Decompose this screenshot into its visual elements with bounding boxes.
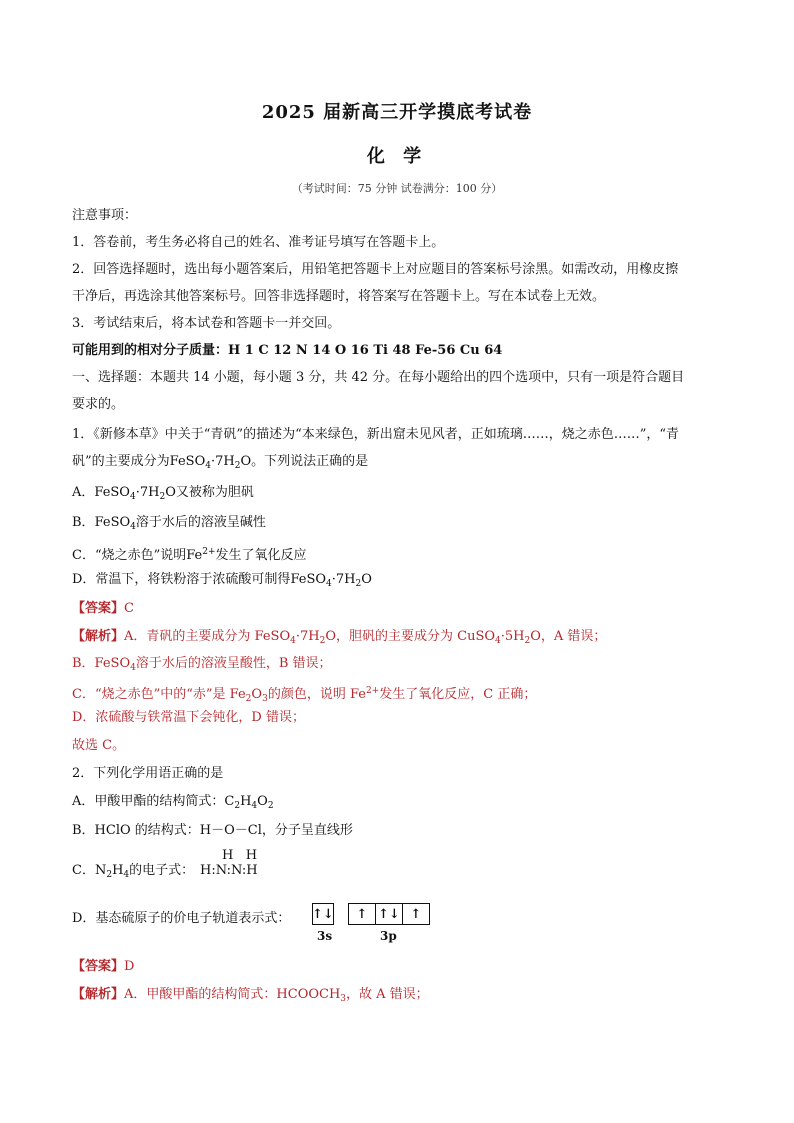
electron-dot-formula: H H H:N:N:H bbox=[200, 848, 258, 878]
q1-analysis-d: D．浓硫酸与铁常温下会钝化，D 错误； bbox=[72, 710, 305, 725]
orbital-diagram bbox=[312, 903, 430, 943]
section-heading: 一、选择题：本题共 14 小题，每小题 3 分，共 42 分。在每小题给出的四个选项中，只有一项是符合题目 bbox=[72, 370, 685, 385]
q2-option-b: B．HClO 的结构式：H－O－Cl，分子呈直线形 bbox=[72, 823, 353, 838]
q2-option-a: A．甲酸甲酯的结构简式：$C_2H_4O_2$ bbox=[72, 794, 274, 811]
q2-analysis-a: 【解析】A．甲酸甲酯的结构简式：$HCOOCH_3$，故 A 错误； bbox=[72, 987, 429, 1004]
page-title: 2025 届新高三开学摸底考试卷 bbox=[261, 102, 533, 123]
q1-analysis-a: 【解析】A．青矾的主要成分为 $FeSO_4\cdot 7H_2O$，胆矾的主要成分为 $CuSO_4\cdot 5H_2O$，A 错误； bbox=[72, 629, 607, 646]
q2-option-d: D．基态硫原子的价电子轨道表示式： bbox=[72, 911, 291, 926]
q2-answer: 【答案】D bbox=[72, 959, 135, 974]
section-heading-cont: 要求的。 bbox=[72, 397, 125, 412]
q1-analysis-c: C．“烧之赤色”中的“赤”是 $Fe_2O_3$的颜色，说明 $Fe^{2+}$发生了氧化反应，C 正确； bbox=[72, 686, 537, 704]
q1-stem: 1．《新修本草》中关于“青矾”的描述为“本来绿色，新出窟未见风者，正如琉璃……，烧之赤色……”，“青 bbox=[72, 427, 680, 442]
note-item: 2．回答选择题时，选出每小题答案后，用铅笔把答题卡上对应题目的答案标号涂黑。如需改动，用橡皮擦 bbox=[72, 262, 679, 277]
q1-conclusion: 故选 C。 bbox=[72, 738, 126, 753]
q1-option-c: C．“烧之赤色”说明$Fe^{2+}$发生了氧化反应 bbox=[72, 547, 307, 563]
orbital-3p-boxes: ↑ ↑↓ ↑ bbox=[348, 903, 430, 925]
q1-option-a: A．$FeSO_4\cdot 7H_2O$又被称为胆矾 bbox=[72, 485, 254, 502]
q1-stem-cont: 矾”的主要成分为$FeSO_4\cdot 7H_2O$。下列说法正确的是 bbox=[72, 454, 369, 471]
q1-option-d: D．常温下，将铁粉溶于浓硫酸可制得$FeSO_4\cdot 7H_2O$ bbox=[72, 572, 372, 589]
q1-option-b: B．FeSO$_4$溶于水后的溶液呈碱性 bbox=[72, 515, 266, 532]
note-item: 3．考试结束后，将本试卷和答题卡一并交回。 bbox=[72, 316, 341, 331]
q2-option-c: C．$N_2H_4$的电子式： bbox=[72, 863, 195, 880]
orbital-3s-box: ↑↓ bbox=[312, 903, 334, 925]
orbital-label-3p: 3p bbox=[380, 929, 397, 943]
q1-answer: 【答案】C bbox=[72, 601, 134, 616]
subject-title: 化 学 bbox=[366, 146, 428, 167]
q2-stem: 2．下列化学用语正确的是 bbox=[72, 766, 224, 781]
q1-analysis-b: B．FeSO$_4$溶于水后的溶液呈酸性，B 错误； bbox=[72, 656, 332, 673]
note-item: 1．答卷前，考生务必将自己的姓名、准考证号填写在答题卡上。 bbox=[72, 235, 445, 250]
note-item: 干净后，再选涂其他答案标号。回答非选择题时，将答案写在答题卡上。写在本试卷上无效。 bbox=[72, 289, 606, 304]
exam-meta: （考试时间：75 分钟 试卷满分：100 分） bbox=[291, 182, 503, 195]
orbital-label-3s: 3s bbox=[317, 929, 333, 943]
atomic-masses: 可能用到的相对分子质量：H 1 C 12 N 14 O 16 Ti 48 Fe-56 Cu 64 bbox=[72, 343, 503, 358]
notes-heading: 注意事项： bbox=[72, 208, 138, 223]
